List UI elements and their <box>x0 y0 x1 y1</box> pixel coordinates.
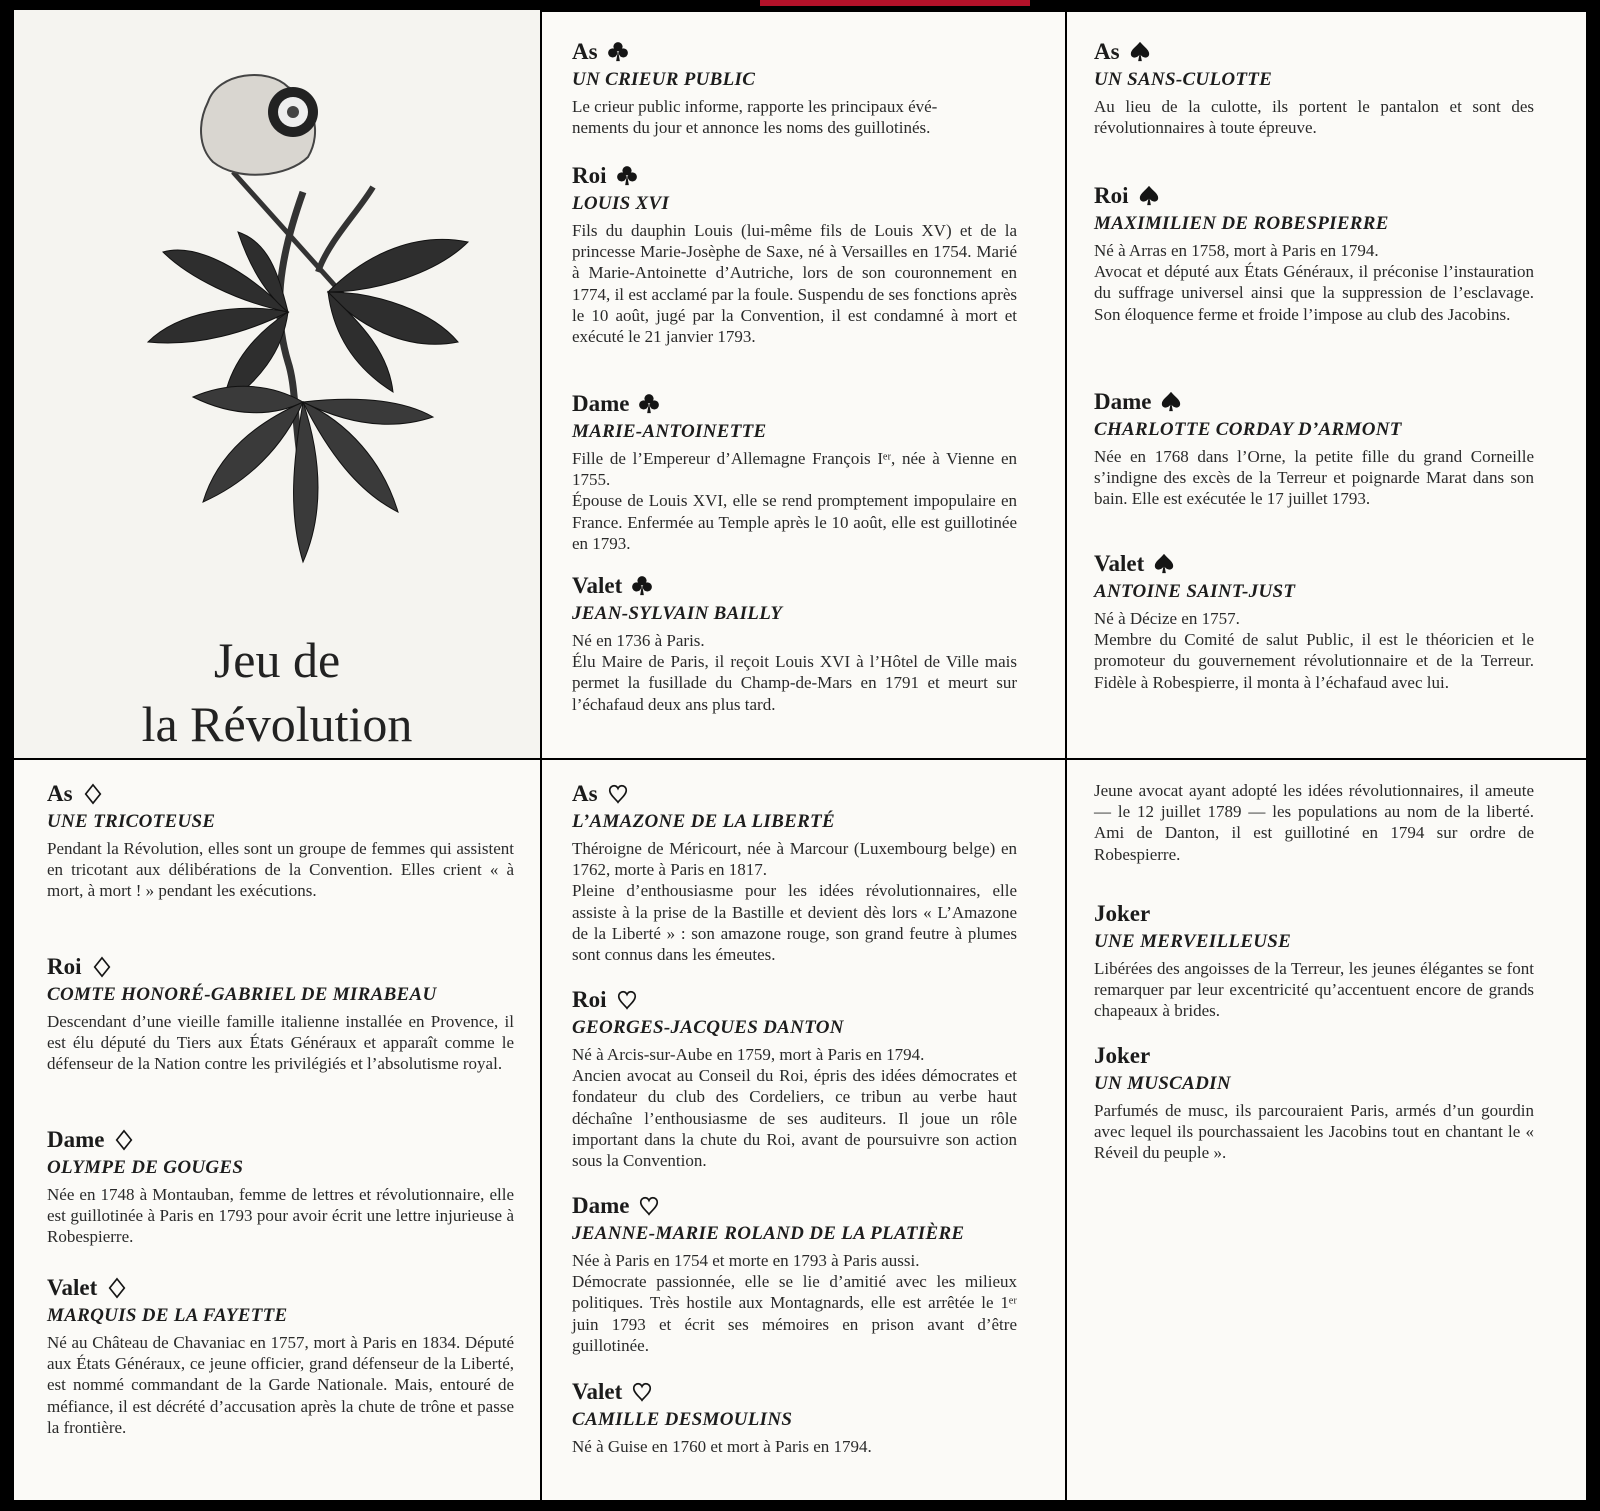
rank-heading: Dame <box>572 1192 1017 1220</box>
figure-name: MARQUIS DE LA FAYETTE <box>47 1305 288 1326</box>
rank-heading: As <box>1094 38 1534 66</box>
card-entry <box>47 1126 514 1248</box>
figure-name: UN CRIEUR PUBLIC <box>572 69 756 90</box>
title-line-2: la Révolution <box>141 696 413 752</box>
card-entry <box>47 1274 514 1438</box>
rank-heading: Dame <box>1094 388 1534 416</box>
diamonds-panel <box>14 760 540 1500</box>
figure-name: L’AMAZONE DE LA LIBERTÉ <box>572 811 835 832</box>
heart-outline-icon <box>638 1195 660 1217</box>
figure-description: Théroigne de Méricourt, née à Marcour (Luxembourg belge) en 1762, morte à Paris en 1817. Pleine d’enthousiasme pour les idées révolutionnaires, elle assiste à la prise de la Bastille et devient dès lors « L’Amazone de la Liberté » : son amazone rouge, son grand feutre à plumes sont connus dans les émeutes. <box>572 839 1017 965</box>
rank-heading: Roi <box>47 953 514 981</box>
rank-heading: Joker <box>1094 1043 1151 1068</box>
figure-description: Parfumés de musc, ils parcouraient Paris, armés d’un gourdin avec lequel ils pourchassaient les Jacobins tout en chantant le « Réveil du peuple ». <box>1094 1101 1534 1163</box>
rank-heading: As <box>572 780 1017 808</box>
rank-heading: Roi <box>572 986 1017 1014</box>
page-title <box>14 628 540 756</box>
figure-description: Né à Arcis-sur-Aube en 1759, mort à Paris en 1794. Ancien avocat au Conseil du Roi, épris des idées démocrates et fondateur du club des Cordeliers, ce tribun au verbe haut déchaîne l’enthousiasme de ses auditeurs. Il joue un rôle important dans la chute du Roi, avant de poursuivre son action sous la Convention. <box>572 1045 1017 1171</box>
card-entry <box>572 1378 1017 1457</box>
figure-description: Née à Paris en 1754 et morte en 1793 à Paris aussi. Démocrate passionnée, elle se lie d’amitié avec les milieux politiques. Très hostile aux Montagnards, elle est arrêtée le 1ᵉʳ juin 1793 et écrit ses mémoires en prison avant d’être guillotinée. <box>572 1251 1017 1355</box>
spade-icon <box>1160 391 1182 413</box>
card-entry <box>47 780 514 902</box>
figure-description: Né en 1736 à Paris. Élu Maire de Paris, il reçoit Louis XVI à l’Hôtel de Ville mais permet la fusillade du Champ-de-Mars en 1791 et meurt sur l’échafaud deux ans plus tard. <box>572 631 1017 714</box>
figure-name: CAMILLE DESMOULINS <box>572 1409 793 1430</box>
figure-name: MARIE-ANTOINETTE <box>572 421 767 442</box>
fold-edge-accent <box>760 0 1030 6</box>
figure-name: CHARLOTTE CORDAY D’ARMONT <box>1094 419 1402 440</box>
figure-description: Née en 1748 à Montauban, femme de lettres et révolutionnaire, elle est guillotinée à Paris en 1793 pour avoir écrit une lettre injurieuse à Robespierre. <box>47 1185 514 1247</box>
figure-description: Pendant la Révolution, elles sont un groupe de femmes qui assistent en tricotant aux délibérations de la Convention. Elles crient « à mort, à mort ! » pendant les exécutions. <box>47 839 514 901</box>
liberty-cap-flower-illustration <box>88 62 478 602</box>
figure-name: UNE TRICOTEUSE <box>47 811 216 832</box>
figure-description: Né à Décize en 1757. Membre du Comité de salut Public, il est le théoricien et le promoteur du gouvernement révolutionnaire et de la Terreur. Fidèle à Robespierre, il monta à l’échafaud avec lui. <box>1094 609 1534 692</box>
continuation-entry <box>1094 780 1534 865</box>
card-entry <box>1094 182 1534 325</box>
rank-heading: Valet <box>572 1378 1017 1406</box>
cover-panel <box>14 10 540 758</box>
card-entry <box>572 572 1017 715</box>
spade-icon <box>1153 553 1175 575</box>
figure-name: LOUIS XVI <box>572 193 670 214</box>
diamond-outline-icon <box>82 783 104 805</box>
rank-heading: As <box>572 38 1017 66</box>
figure-name: MAXIMILIEN DE ROBESPIERRE <box>1094 213 1389 234</box>
clubs-panel <box>542 12 1065 758</box>
card-entry <box>1094 38 1534 138</box>
rank-heading: Roi <box>1094 182 1534 210</box>
figure-name: JEAN-SYLVAIN BAILLY <box>572 603 783 624</box>
rank-heading: Dame <box>572 390 1017 418</box>
figure-description: Né à Guise en 1760 et mort à Paris en 1794. <box>572 1437 872 1456</box>
club-icon <box>631 575 653 597</box>
figure-name: GEORGES-JACQUES DANTON <box>572 1017 844 1038</box>
rank-heading: Dame <box>47 1126 514 1154</box>
figure-name: ANTOINE SAINT-JUST <box>1094 581 1296 602</box>
heart-outline-icon <box>607 783 629 805</box>
diamond-outline-icon <box>106 1277 128 1299</box>
heart-outline-icon <box>616 989 638 1011</box>
spade-icon <box>1138 185 1160 207</box>
figure-name: OLYMPE DE GOUGES <box>47 1157 244 1178</box>
heart-outline-icon <box>631 1381 653 1403</box>
card-entry <box>1094 388 1534 510</box>
card-entry <box>47 953 514 1075</box>
figure-name: UN SANS-CULOTTE <box>1094 69 1273 90</box>
figure-description: Le crieur public informe, rapporte les principaux évé- nements du jour et annonce les noms des guillotinés. <box>572 97 938 138</box>
figure-name: JEANNE-MARIE ROLAND DE LA PLATIÈRE <box>572 1223 965 1244</box>
desmoulins-continuation: Jeune avocat ayant adopté les idées révolutionnaires, il ameute — le 12 juillet 1789 — les populations au nom de la liberté. Ami de Danton, il est guillotiné en 1794 sur ordre de Robespierre. <box>1094 781 1534 864</box>
title-line-1: Jeu de <box>213 632 341 688</box>
rank-heading: Valet <box>572 572 1017 600</box>
club-icon <box>616 165 638 187</box>
figure-description: Né à Arras en 1758, mort à Paris en 1794. Avocat et député aux États Généraux, il préconise l’instauration du suffrage universel ainsi que la suppression de l’esclavage. Son éloquence ferme et froide l’impose au club des Jacobins. <box>1094 241 1534 324</box>
diamond-outline-icon <box>113 1129 135 1151</box>
figure-description: Descendant d’une vieille famille italienne installée en Provence, il est élu député du Tiers aux États Généraux et apparaît comme le défenseur de la Nation contre les privilégiés et l’absolutisme royal. <box>47 1012 514 1074</box>
card-entry <box>572 986 1017 1171</box>
card-entry <box>572 1192 1017 1356</box>
figure-description: Fils du dauphin Louis (lui-même fils de Louis XV) et de la princesse Marie-Josèphe de Saxe, né à Versailles en 1754. Marié à Marie-Antoinette d’Autriche, lors de son couronnement en 1774, il est acclamé par la foule. Suspendu de ses fonctions après le 10 août, jugé par la Convention, il est condamné à mort et exécuté le 21 janvier 1793. <box>572 221 1017 347</box>
spade-icon <box>1129 41 1151 63</box>
figure-description: Née en 1768 dans l’Orne, la petite fille du grand Corneille s’indigne des excès de la Terreur et poignarde Marat dans son bain. Elle est exécutée le 17 juillet 1793. <box>1094 447 1534 509</box>
figure-description: Au lieu de la culotte, ils portent le pantalon et sont des révolutionnaires à toute épreuve. <box>1094 97 1534 138</box>
figure-name: UNE MERVEILLEUSE <box>1094 931 1292 952</box>
figure-description: Libérées des angoisses de la Terreur, les jeunes élégantes se font remarquer par leur excentricité qu’accentuent encore de grands chapeaux à brides. <box>1094 959 1534 1021</box>
card-entry <box>572 780 1017 965</box>
card-entry <box>1094 550 1534 693</box>
figure-description: Né au Château de Chavaniac en 1757, mort à Paris en 1834. Député aux États Généraux, ce jeune officier, grand défenseur de la Liberté, est nommé commandant de la Garde Nationale. Mais, entouré de méfiance, il est décrété d’accusation après la chute de trône et passe la frontière. <box>47 1333 514 1437</box>
card-entry <box>572 38 1017 138</box>
rank-heading: Valet <box>1094 550 1534 578</box>
rank-heading: Roi <box>572 162 1017 190</box>
club-icon <box>607 41 629 63</box>
diamond-outline-icon <box>91 956 113 978</box>
rank-heading: As <box>47 780 514 808</box>
card-entry <box>572 162 1017 347</box>
club-icon <box>638 393 660 415</box>
jokers-panel <box>1067 760 1586 1500</box>
figure-description: Fille de l’Empereur d’Allemagne François Iᵉʳ, née à Vienne en 1755. Épouse de Louis XVI, elle se rend promptement impopulaire en France. Enfermée au Temple après le 10 août, elle est guillotinée en 1793. <box>572 449 1017 553</box>
card-entry <box>572 390 1017 554</box>
figure-name: UN MUSCADIN <box>1094 1073 1231 1094</box>
card-entry <box>1094 1042 1534 1164</box>
card-entry <box>1094 900 1534 1022</box>
rank-heading: Joker <box>1094 901 1151 926</box>
hearts-panel <box>542 760 1065 1500</box>
spades-panel <box>1067 12 1586 758</box>
figure-name: COMTE HONORÉ-GABRIEL DE MIRABEAU <box>47 984 437 1005</box>
rank-heading: Valet <box>47 1274 514 1302</box>
